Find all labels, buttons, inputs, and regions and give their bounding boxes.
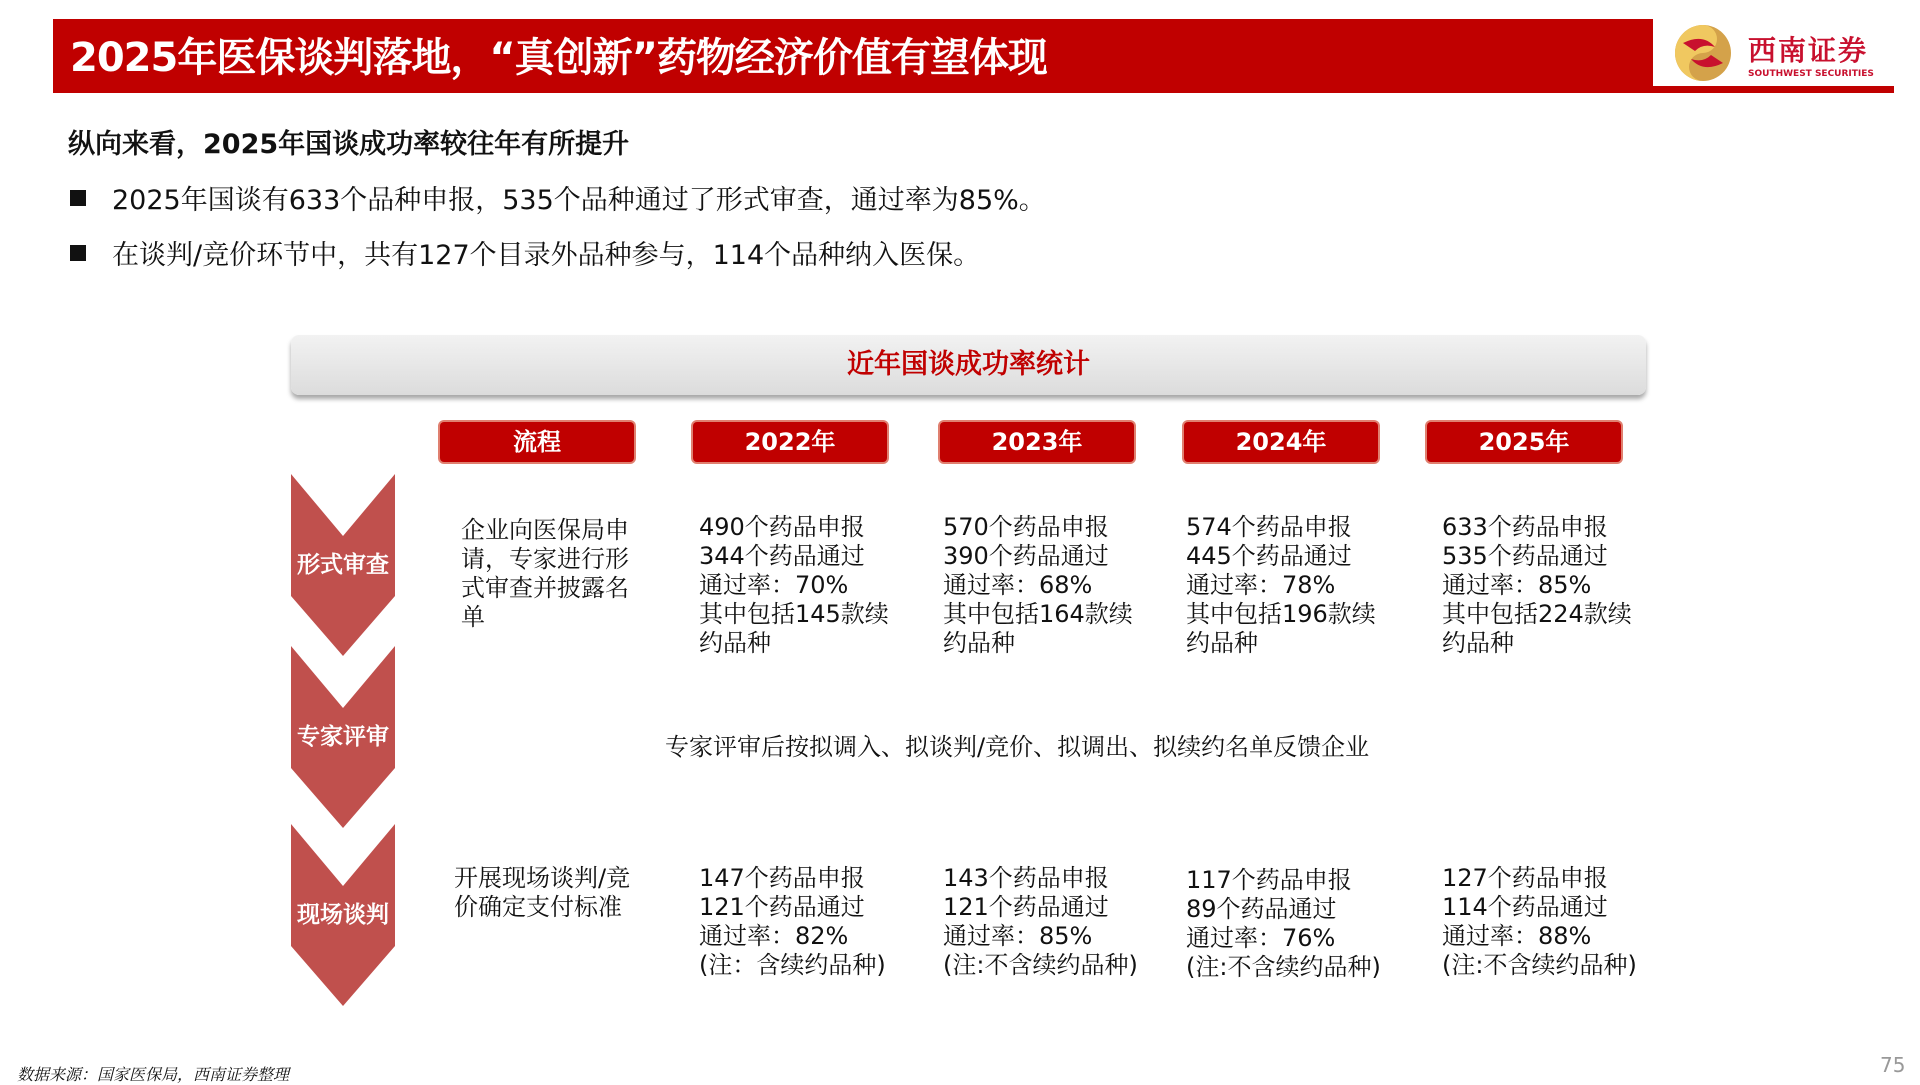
row3-2023-cell bbox=[943, 864, 1138, 980]
cell-line: 89个药品通过 bbox=[1186, 895, 1337, 923]
page-title: 2025年医保谈判落地，“真创新”药物经济价值有望体现 bbox=[70, 35, 1047, 81]
stage-label: 专家评审 bbox=[297, 724, 389, 750]
subheading: 纵向来看，2025年国谈成功率较往年有所提升 bbox=[68, 129, 630, 160]
cell-line: 通过率：85% bbox=[1442, 571, 1592, 599]
row3-2022-cell bbox=[699, 864, 886, 980]
cell-line: 390个药品通过 bbox=[943, 542, 1109, 570]
cell-line: 其中包括196款续 bbox=[1186, 600, 1376, 628]
row3-2025-cell bbox=[1442, 864, 1637, 980]
column-header-2025: 2025年 bbox=[1427, 422, 1621, 462]
cell-line: 490个药品申报 bbox=[699, 513, 865, 541]
cell-line: 147个药品申报 bbox=[699, 864, 865, 892]
cell-line: 其中包括145款续 bbox=[699, 600, 889, 628]
column-header-2022: 2022年 bbox=[693, 422, 887, 462]
cell-line: 价确定支付标准 bbox=[454, 893, 622, 921]
table-title-banner: 近年国谈成功率统计 bbox=[291, 335, 1646, 395]
cell-line: 单 bbox=[461, 603, 485, 631]
cell-line: (注:不含续约品种) bbox=[1186, 953, 1381, 981]
cell-line: 114个药品通过 bbox=[1442, 893, 1608, 921]
cell-line: 其中包括164款续 bbox=[943, 600, 1133, 628]
square-bullet-icon bbox=[70, 245, 86, 261]
data-source-note: 数据来源：国家医保局，西南证券整理 bbox=[17, 1065, 290, 1084]
bullet-item bbox=[70, 233, 980, 272]
cell-line: 121个药品通过 bbox=[699, 893, 865, 921]
bullet-item bbox=[70, 178, 1046, 217]
stage-chevron-onsite-negotiation bbox=[291, 824, 395, 1006]
stage-label: 现场谈判 bbox=[297, 902, 389, 928]
cell-line: 127个药品申报 bbox=[1442, 864, 1608, 892]
cell-line: (注:不含续约品种) bbox=[1442, 951, 1637, 979]
row3-process-cell bbox=[454, 864, 630, 922]
cell-line: 344个药品通过 bbox=[699, 542, 865, 570]
cell-line: 通过率：85% bbox=[943, 922, 1093, 950]
row1-2022-cell bbox=[699, 513, 889, 658]
cell-line: 约品种 bbox=[699, 629, 771, 657]
cell-line: 117个药品申报 bbox=[1186, 866, 1352, 894]
row3-2024-cell bbox=[1186, 866, 1381, 982]
cell-line: 445个药品通过 bbox=[1186, 542, 1352, 570]
cell-line: 通过率：88% bbox=[1442, 922, 1592, 950]
logo-text-en: SOUTHWEST SECURITIES bbox=[1748, 69, 1874, 79]
cell-line: 约品种 bbox=[1186, 629, 1258, 657]
cell-line: 通过率：68% bbox=[943, 571, 1093, 599]
square-bullet-icon bbox=[70, 190, 86, 206]
column-header-2023: 2023年 bbox=[940, 422, 1134, 462]
bullet-text: 在谈判/竞价环节中，共有127个目录外品种参与，114个品种纳入医保。 bbox=[112, 240, 981, 271]
cell-line: 574个药品申报 bbox=[1186, 513, 1352, 541]
cell-line: 570个药品申报 bbox=[943, 513, 1109, 541]
row1-2024-cell bbox=[1186, 513, 1376, 658]
stage-label: 形式审查 bbox=[297, 552, 389, 578]
cell-line: 企业向医保局申 bbox=[461, 516, 629, 544]
cell-line: 535个药品通过 bbox=[1442, 542, 1608, 570]
row1-2023-cell bbox=[943, 513, 1133, 658]
logo-emblem-icon bbox=[1673, 23, 1733, 83]
cell-line: 通过率：76% bbox=[1186, 924, 1336, 952]
cell-line: 143个药品申报 bbox=[943, 864, 1109, 892]
cell-line: (注：含续约品种) bbox=[699, 951, 886, 979]
cell-line: 开展现场谈判/竞 bbox=[454, 864, 631, 892]
cell-line: 通过率：82% bbox=[699, 922, 849, 950]
cell-line: 式审查并披露名 bbox=[461, 574, 629, 602]
bullet-text: 2025年国谈有633个品种申报，535个品种通过了形式审查，通过率为85%。 bbox=[112, 185, 1046, 216]
row2-expert-review-text: 专家评审后按拟调入、拟谈判/竞价、拟调出、拟续约名单反馈企业 bbox=[665, 733, 1370, 761]
cell-line: 通过率：70% bbox=[699, 571, 849, 599]
company-logo bbox=[1653, 17, 1894, 93]
cell-line: 121个药品通过 bbox=[943, 893, 1109, 921]
cell-line: (注:不含续约品种) bbox=[943, 951, 1138, 979]
logo-text-cn: 西南证券 bbox=[1748, 34, 1869, 67]
cell-line: 约品种 bbox=[1442, 629, 1514, 657]
cell-line: 约品种 bbox=[943, 629, 1015, 657]
cell-line: 其中包括224款续 bbox=[1442, 600, 1632, 628]
row1-2025-cell bbox=[1442, 513, 1632, 658]
page-number: 75 bbox=[1880, 1053, 1906, 1077]
stage-chevron-formal-review bbox=[291, 474, 395, 656]
column-header-process: 流程 bbox=[440, 422, 634, 462]
cell-line: 通过率：78% bbox=[1186, 571, 1336, 599]
cell-line: 请，专家进行形 bbox=[461, 545, 629, 573]
row1-process-cell bbox=[461, 516, 629, 632]
column-header-2024: 2024年 bbox=[1184, 422, 1378, 462]
stage-chevron-expert-review bbox=[291, 646, 395, 828]
cell-line: 633个药品申报 bbox=[1442, 513, 1608, 541]
